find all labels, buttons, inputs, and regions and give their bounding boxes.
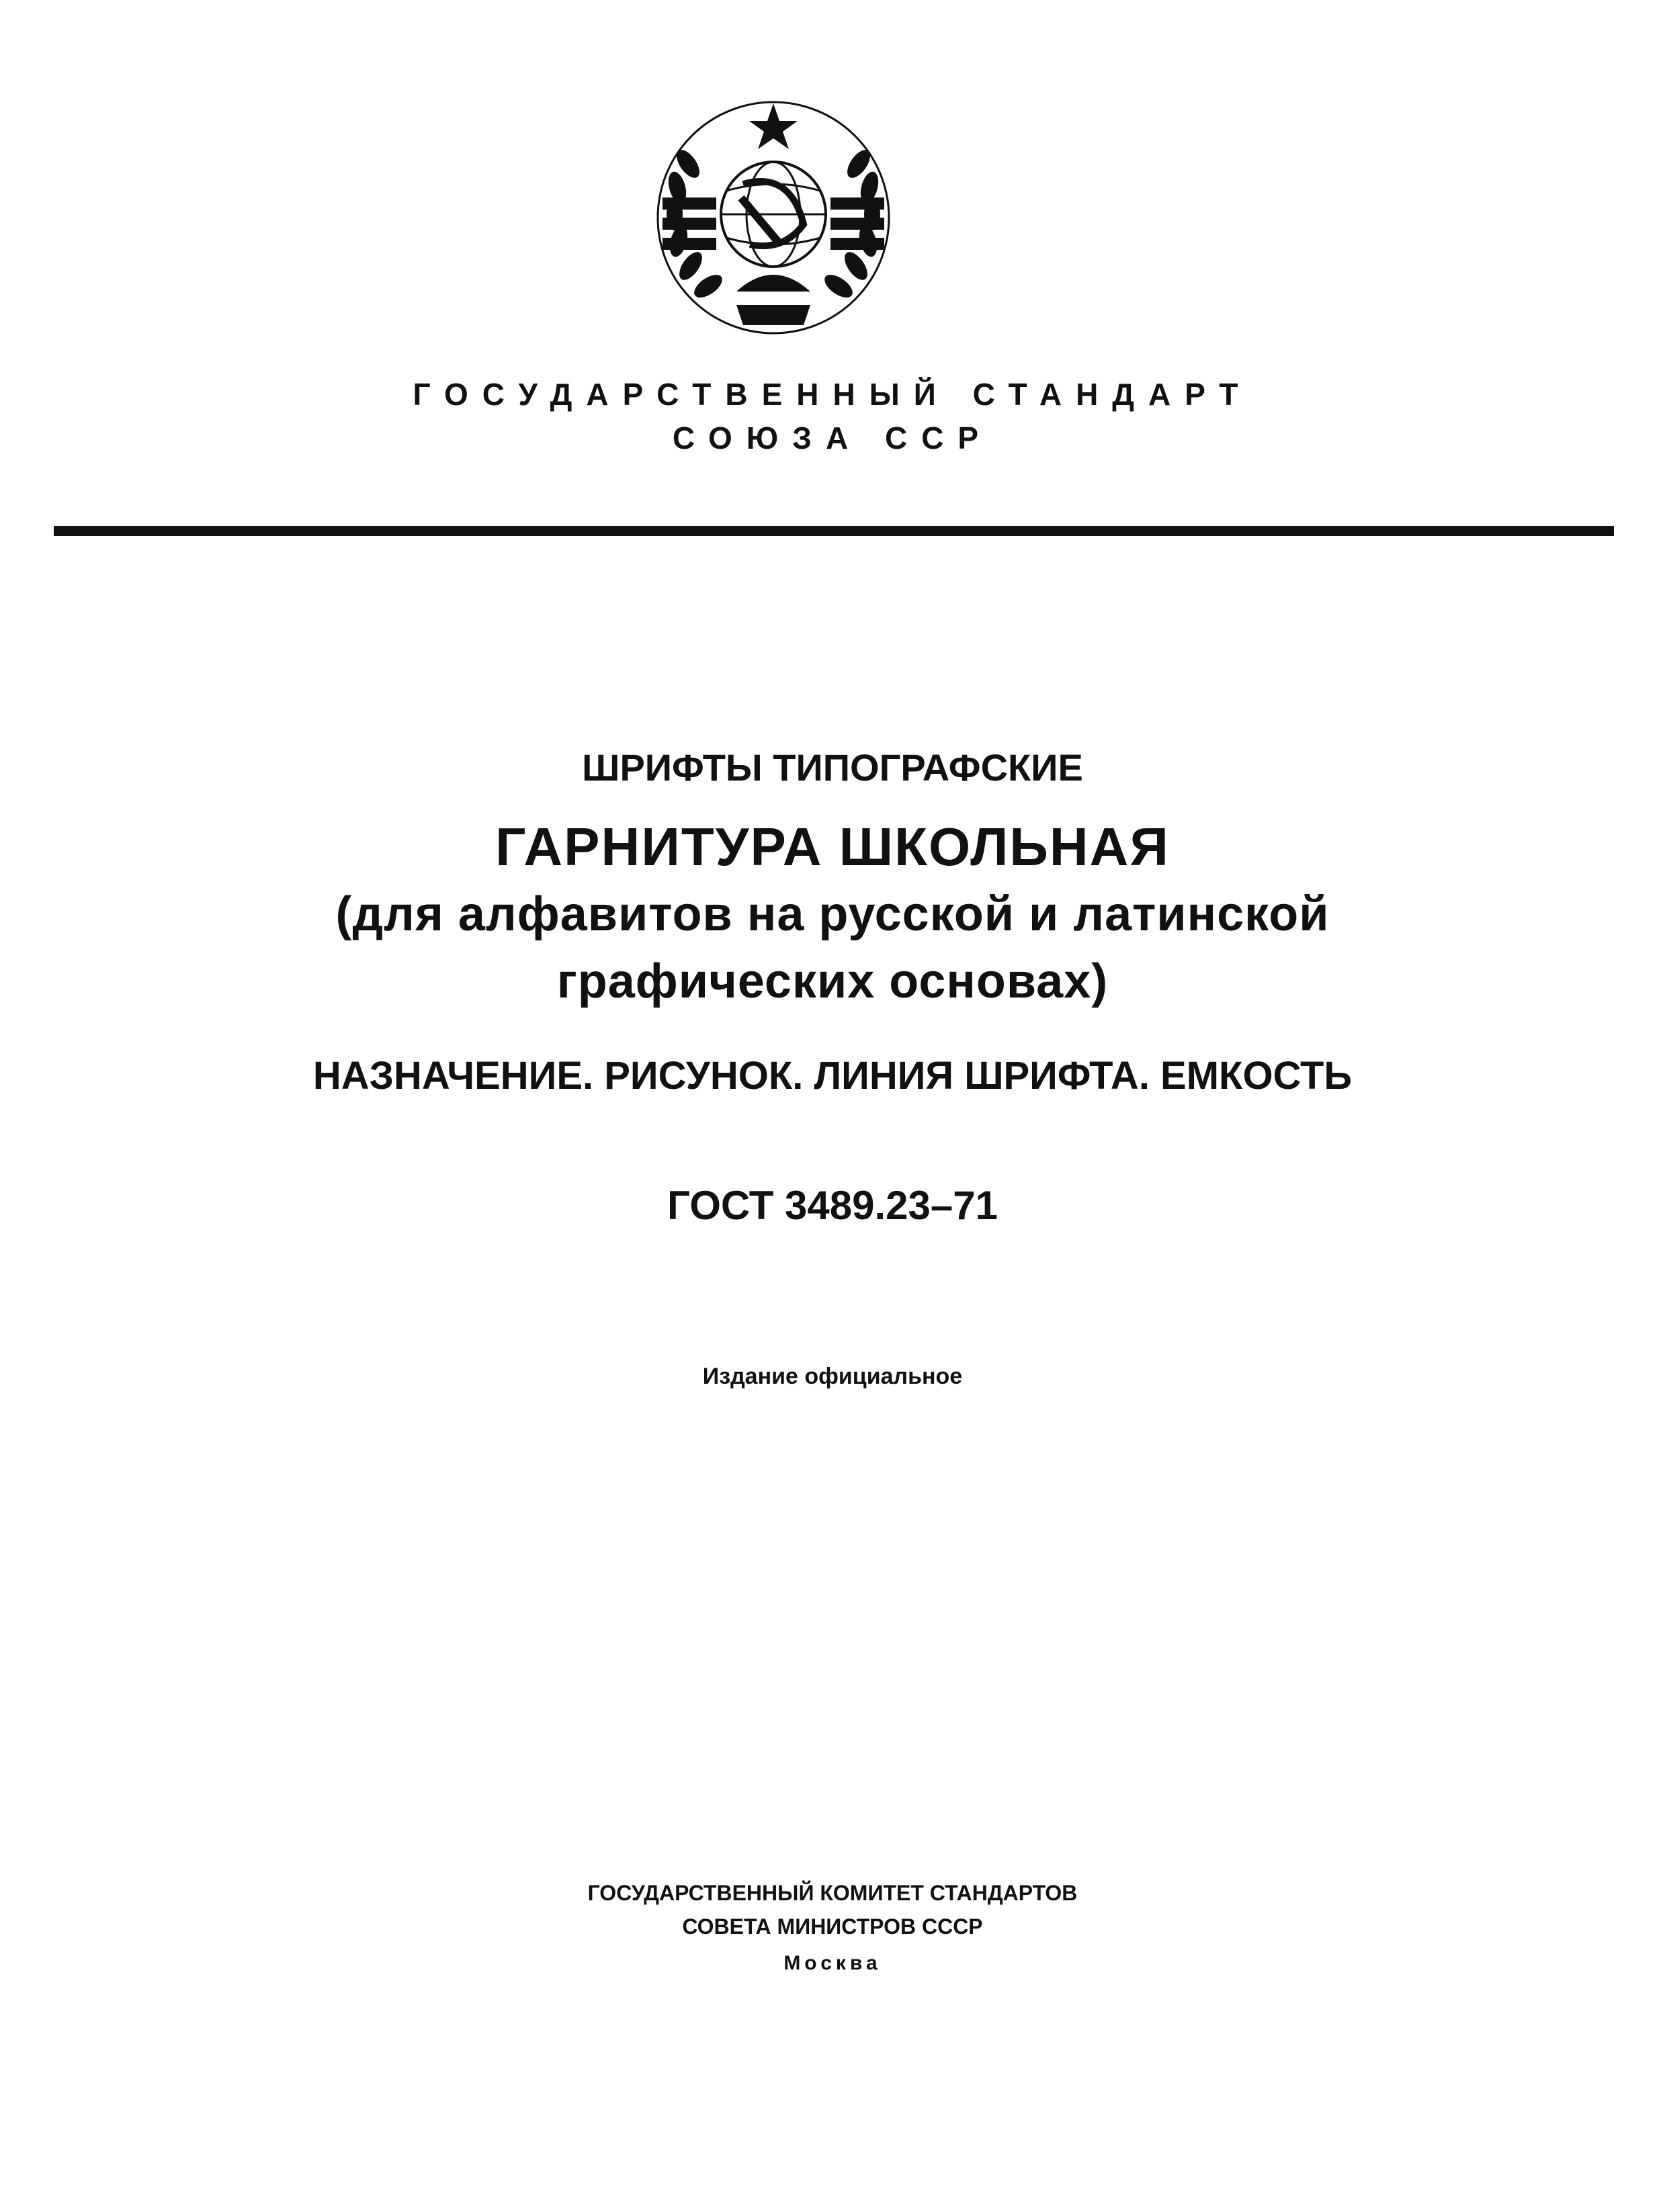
edition-note: Издание официальное — [702, 1364, 963, 1389]
document-subtitle: ШРИФТЫ ТИПОГРАФСКИЕ — [582, 746, 1083, 789]
publisher-line-2: СОВЕТА МИНИСТРОВ СССР — [682, 1914, 983, 1939]
authority-line-2: СОЮЗА ССР — [672, 421, 993, 455]
document-title: ГАРНИТУРА ШКОЛЬНАЯ — [495, 817, 1170, 877]
publisher-line-1: ГОСУДАРСТВЕННЫЙ КОМИТЕТ СТАНДАРТОВ — [587, 1881, 1078, 1905]
title-parenthetical-line-1: (для алфавитов на русской и латинской — [335, 887, 1330, 941]
gost-number: ГОСТ 3489.23–71 — [667, 1183, 998, 1228]
publisher-city: Москва — [783, 1952, 882, 1974]
ussr-state-emblem-icon — [636, 90, 911, 345]
title-parenthetical-line-2: графических основах) — [556, 955, 1109, 1008]
authority-line-1: ГОСУДАРСТВЕННЫЙ СТАНДАРТ — [413, 377, 1252, 412]
document-purpose-line: НАЗНАЧЕНИЕ. РИСУНОК. ЛИНИЯ ШРИФТА. ЕМКОСТЬ — [312, 1054, 1353, 1098]
header-divider — [54, 526, 1614, 536]
